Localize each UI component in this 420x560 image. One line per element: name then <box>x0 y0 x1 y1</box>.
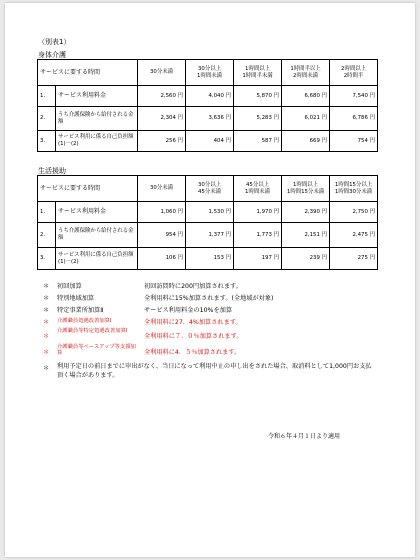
section-title-daily-living-support: 生活援助 <box>38 167 66 175</box>
note-label: 特別地域加算 <box>57 295 95 302</box>
note-item <box>43 281 383 293</box>
note-item <box>43 363 383 383</box>
header-col: 2時間以上 2時間半 <box>330 60 378 86</box>
table-row <box>38 248 378 270</box>
notes-list <box>43 281 383 383</box>
cell-value: 106 円 <box>138 248 186 270</box>
header-col: 30分以上 45分未満 <box>186 176 234 202</box>
table-row <box>38 223 378 248</box>
header-col: 30分以上 1時間未満 <box>186 60 234 86</box>
document-label: （別表1） <box>38 38 71 46</box>
effective-date: 令和６年４月１日より適用 <box>268 433 341 440</box>
cell-value: 1,060 円 <box>138 202 186 223</box>
fee-table-daily-living-support <box>37 175 378 270</box>
header-col: 1時間半以上 2時間未満 <box>282 60 330 86</box>
note-label: 介護職員等ベースアップ等支援加算 <box>57 344 136 357</box>
cell-value: 153 円 <box>186 248 234 270</box>
note-text: 全利用料に27．4%加算されます。 <box>144 319 242 326</box>
note-item <box>43 293 383 305</box>
asterisk-icon: ＊ <box>43 319 50 326</box>
note-label: 介護職員処遇改善加算Ⅰ <box>57 318 112 324</box>
row-number: 1. <box>38 86 56 107</box>
header-col: 30分未満 <box>138 60 186 86</box>
note-item <box>43 305 383 317</box>
cell-value: 669 円 <box>282 131 330 152</box>
cell-value: 1,530 円 <box>186 202 234 223</box>
cell-value: 2,475 円 <box>330 223 378 248</box>
table-row <box>38 86 378 107</box>
header-col: 30分未満 <box>138 176 186 202</box>
note-text: サービス利用料金の10%を加算 <box>144 307 233 314</box>
header-col: 1時間15分以上 1時間30分未満 <box>330 176 378 202</box>
cell-value: 404 円 <box>186 131 234 152</box>
header-col: 45分以上 1時間未満 <box>234 176 282 202</box>
cell-value: 2,750 円 <box>330 202 378 223</box>
row-label: うち介護保険から給付される金額 <box>56 223 138 248</box>
cell-value: 1,970 円 <box>234 202 282 223</box>
note-label: 特定事業所加算Ⅱ <box>57 307 104 314</box>
cell-value: 6,021 円 <box>282 107 330 131</box>
row-label: サービス利用料金 <box>56 86 138 107</box>
cell-value: 1,377 円 <box>186 223 234 248</box>
asterisk-icon: ＊ <box>43 349 50 356</box>
note-text: 初回訪問時に200円加算されます。 <box>144 283 242 290</box>
header-label: サービスに要する時間 <box>38 176 138 202</box>
cell-value: 6,680 円 <box>282 86 330 107</box>
cell-value: 6,786 円 <box>330 107 378 131</box>
cell-value: 5,870 円 <box>234 86 282 107</box>
cell-value: 7,540 円 <box>330 86 378 107</box>
cell-value: 2,151 円 <box>282 223 330 248</box>
header-col: 1時間以上 1時間半未満 <box>234 60 282 86</box>
cell-value: 197 円 <box>234 248 282 270</box>
row-number: 3. <box>38 248 56 270</box>
cell-value: 954 円 <box>138 223 186 248</box>
cell-value: 239 円 <box>282 248 330 270</box>
header-col: 1時間以上 1時間15分未満 <box>282 176 330 202</box>
note-item <box>43 344 383 363</box>
cell-value: 587 円 <box>234 131 282 152</box>
header-label: サービスに要する時間 <box>38 60 138 86</box>
row-number: 2. <box>38 107 56 131</box>
row-number: 2. <box>38 223 56 248</box>
table-header-row <box>38 176 378 202</box>
table-header-row <box>38 60 378 86</box>
row-label: サービス利用料金 <box>56 202 138 223</box>
asterisk-icon: ＊ <box>43 307 50 314</box>
table-row <box>38 131 378 152</box>
cell-value: 2,304 円 <box>138 107 186 131</box>
row-label: うち介護保険から給付される金額 <box>56 107 138 131</box>
row-label: サービス利用に係る自己負担額(1)－(2) <box>56 131 138 152</box>
asterisk-icon: ＊ <box>43 333 50 340</box>
row-number: 1. <box>38 202 56 223</box>
note-text: 全利用料に７．０％加算されます。 <box>144 333 243 340</box>
cell-value: 754 円 <box>330 131 378 152</box>
cell-value: 275 円 <box>330 248 378 270</box>
note-label: 介護職員等特定処遇改善加算Ⅰ <box>57 328 128 334</box>
cell-value: 4,040 円 <box>186 86 234 107</box>
table-row <box>38 202 378 223</box>
note-text: 全利用料に15%加算されます。(全地域が対象) <box>144 295 274 302</box>
section-title-physical-care: 身体介護 <box>38 51 66 59</box>
note-text: 利用予定日の前日までに申出がなく、当日になって利用中止の申し出をされた場合、取消料として1,000円お支払頂く場合があります。 <box>57 363 372 379</box>
fee-table-physical-care <box>37 59 378 152</box>
note-label: 初回加算 <box>57 283 82 290</box>
document-page <box>5 3 415 557</box>
cell-value: 5,283 円 <box>234 107 282 131</box>
note-text: 全利用料に4．５％加算されます。 <box>144 349 241 356</box>
cell-value: 256 円 <box>138 131 186 152</box>
cell-value: 1,773 円 <box>234 223 282 248</box>
asterisk-icon: ＊ <box>43 365 50 372</box>
table-row <box>38 107 378 131</box>
cell-value: 3,636 円 <box>186 107 234 131</box>
cell-value: 2,390 円 <box>282 202 330 223</box>
asterisk-icon: ＊ <box>43 283 50 290</box>
row-label: サービス利用に係る自己負担額(1)－(2) <box>56 248 138 270</box>
row-number: 3. <box>38 131 56 152</box>
asterisk-icon: ＊ <box>43 295 50 302</box>
cell-value: 2,560 円 <box>138 86 186 107</box>
